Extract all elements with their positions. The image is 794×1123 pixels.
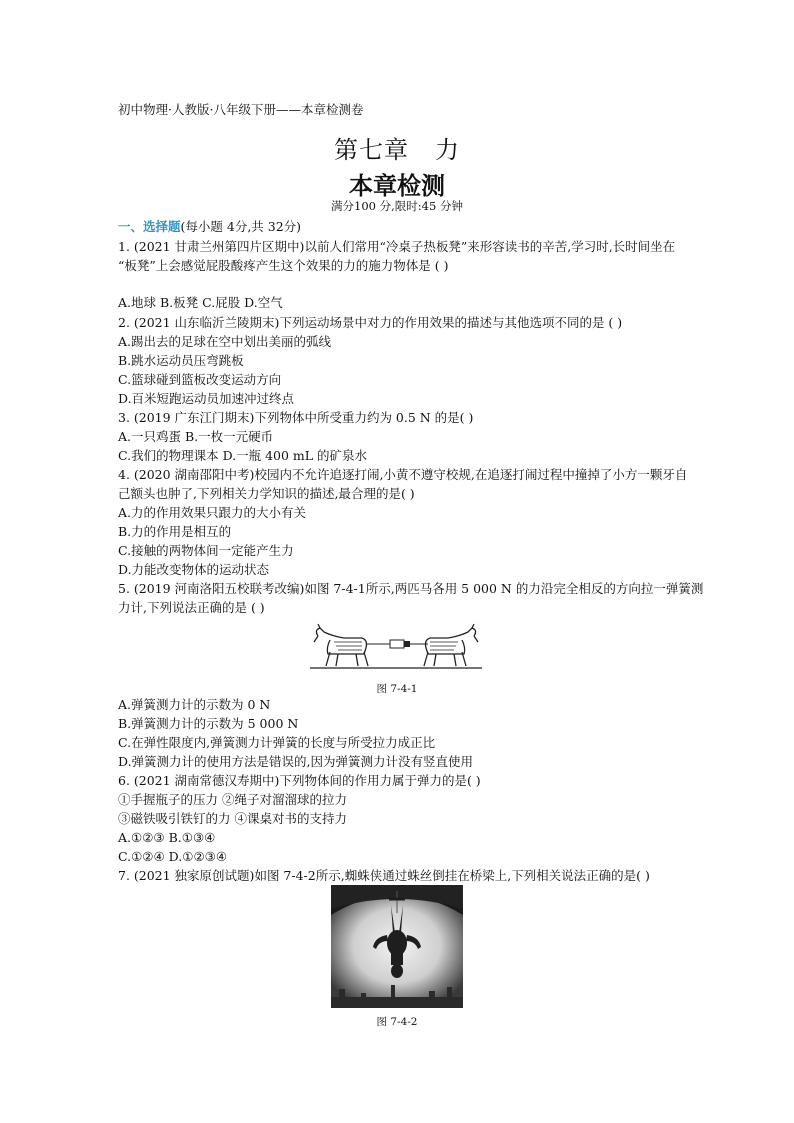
- chapter-name: 力: [435, 136, 460, 164]
- q3-options-cd: C.我们的物理课本 D.一瓶 400 mL 的矿泉水: [118, 448, 368, 463]
- q5-stem-line1: 5. (2019 河南洛阳五校联考改编)如图 7-4-1所示,两匹马各用 5 000 N 的力沿完全相反的方向拉一弹簧测: [118, 581, 704, 596]
- q3-options-ab: A.一只鸡蛋 B.一枚一元硬币: [118, 429, 274, 444]
- q2-option-c: C.篮球碰到篮板改变运动方向: [118, 372, 282, 387]
- q3-stem: 3. (2019 广东江门期末)下列物体中所受重力约为 0.5 N 的是( ): [118, 410, 474, 425]
- q7-stem: 7. (2021 独家原创试题)如图 7-4-2所示,蜘蛛侠通过蛛丝倒挂在桥梁上,下列相关说法正确的是( ): [118, 868, 650, 883]
- chapter-number: 第七章: [334, 136, 409, 164]
- q5-stem-line2: 力计,下列说法正确的是 ( ): [118, 600, 265, 615]
- q6-options-cd: C.①②④ D.①②③④: [118, 849, 228, 864]
- left-horse-icon: [314, 624, 368, 666]
- right-horse-icon: [424, 624, 478, 666]
- q5-option-a: A.弹簧测力计的示数为 0 N: [118, 697, 271, 712]
- q1-stem-line1: 1. (2021 甘肃兰州第四片区期中)以前人们常用“冷桌子热板凳”来形容读书的辛苦,学习时,长时间坐在: [118, 239, 676, 254]
- q6-options-ab: A.①②③ B.①③④: [118, 830, 216, 845]
- score-time-info: 满分100 分,限时:45 分钟: [331, 199, 463, 213]
- spiderman-hanging-photo: [331, 885, 463, 1008]
- q1-stem-line2: “板凳”上会感觉屁股酸疼产生这个效果的力的施力物体是 ( ): [118, 258, 449, 273]
- q4-option-c: C.接触的两物体间一定能产生力: [118, 543, 294, 558]
- q4-option-b: B.力的作用是相互的: [118, 524, 232, 539]
- q4-stem-line2: 己额头也肿了,下列相关力学知识的描述,最合理的是( ): [118, 486, 415, 501]
- section-title: 一、选择题: [118, 219, 181, 234]
- figure-7-4-2-caption: 图 7-4-2: [376, 1016, 418, 1028]
- test-subtitle: 本章检测: [349, 172, 445, 200]
- q2-stem: 2. (2021 山东临沂兰陵期末)下列运动场景中对力的作用效果的描述与其他选项不同的是 ( ): [118, 315, 623, 330]
- q6-stem: 6. (2021 湖南常德汉寿期中)下列物体间的作用力属于弹力的是( ): [118, 773, 481, 788]
- q4-option-d: D.力能改变物体的运动状态: [118, 562, 270, 577]
- q5-option-d: D.弹簧测力计的使用方法是错误的,因为弹簧测力计没有竖直使用: [118, 754, 474, 769]
- q6-items-3-4: ③磁铁吸引铁钉的力 ④课桌对书的支持力: [118, 811, 347, 826]
- q2-option-d: D.百米短跑运动员加速冲过终点: [118, 391, 295, 406]
- q1-options: A.地球 B.板凳 C.屁股 D.空气: [118, 295, 283, 310]
- q5-option-c: C.在弹性限度内,弹簧测力计弹簧的长度与所受拉力成正比: [118, 735, 436, 750]
- q2-option-a: A.踢出去的足球在空中划出美丽的弧线: [118, 334, 332, 349]
- chapter-title: [0, 130, 794, 165]
- q2-option-b: B.跳水运动员压弯跳板: [118, 353, 244, 368]
- figure-7-4-1-caption: 图 7-4-1: [376, 683, 418, 695]
- section-note: (每小题 4分,共 32分): [180, 219, 302, 234]
- spring-scale: [390, 640, 404, 648]
- q4-option-a: A.力的作用效果只跟力的大小有关: [118, 505, 307, 520]
- q4-stem-line1: 4. (2020 湖南邵阳中考)校园内不允许追逐打闹,小黄不遵守校规,在追逐打闹过程中撞掉了小方一颗牙自: [118, 467, 688, 482]
- q6-items-1-2: ①手握瓶子的压力 ②绳子对溜溜球的拉力: [118, 792, 347, 807]
- page-header: 初中物理·人教版·八年级下册——本章检测卷: [118, 102, 364, 117]
- q5-option-b: B.弹簧测力计的示数为 5 000 N: [118, 716, 299, 731]
- section-heading: [118, 219, 301, 235]
- horses-pulling-figure: [308, 622, 484, 672]
